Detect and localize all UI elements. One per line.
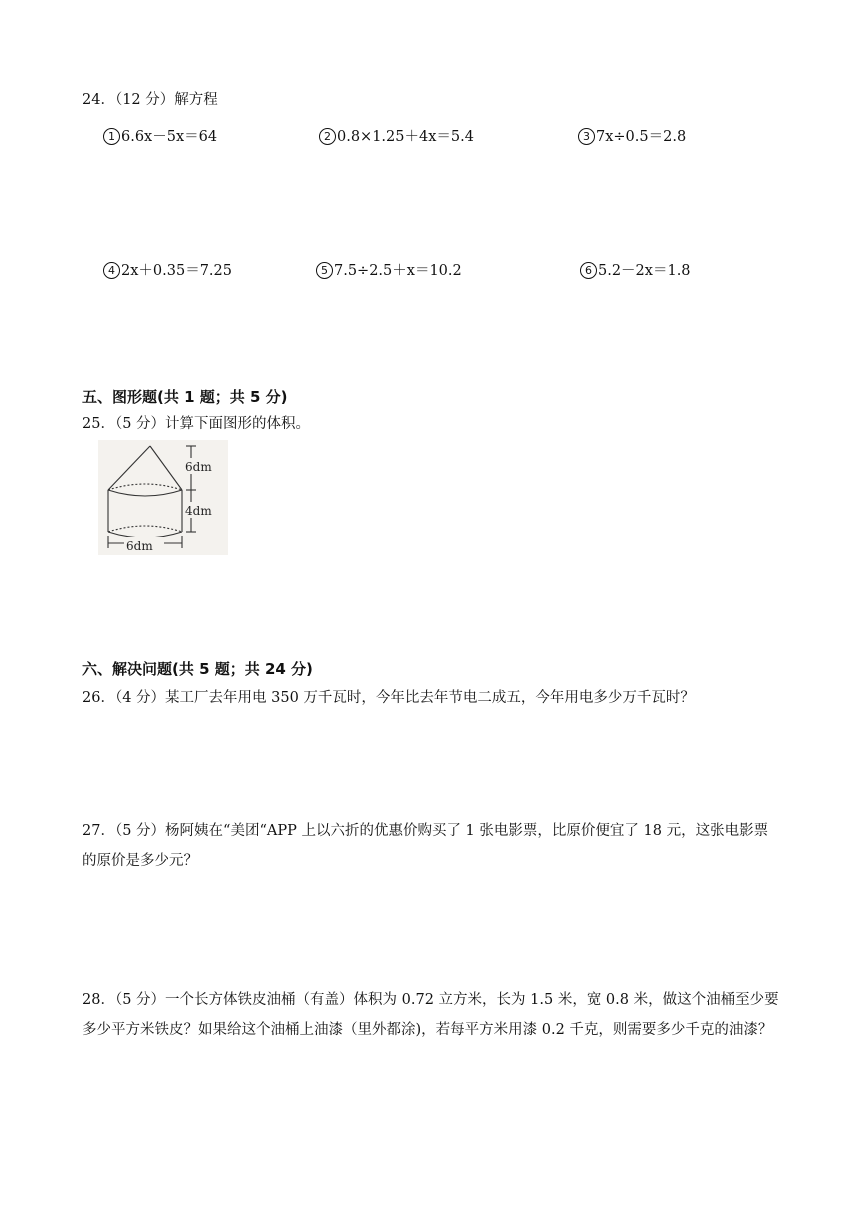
equation-number: 3 [578,128,595,145]
q26-text: 26．（4 分）某工厂去年用电 350 万千瓦时，今年比去年节电二成五，今年用电多少万千瓦时？ [82,690,695,706]
equation-number: 4 [103,262,120,279]
equation-6 [580,259,691,280]
equation-text: 7.5÷2.5＋x＝10.2 [334,263,462,279]
equation-number: 5 [316,262,333,279]
cylinder-height-label: 4dm [185,504,212,518]
equation-1 [103,125,217,146]
q28-text: 28．（5 分）一个长方体铁皮油桶（有盖）体积为 0.72 立方米，长为 1.5 米，宽 0.8 米，做这个油桶至少要多少平方米铁皮？如果给这个油桶上油漆（里外都涂)，若每平方米用漆 0.2 千克，则需要多少千克的油漆？ [82,992,779,1038]
equation-text: 0.8×1.25＋4x＝5.4 [337,129,474,145]
diameter-label: 6dm [126,539,153,553]
equation-4 [103,259,232,280]
cone-height-label: 6dm [185,460,212,474]
q25-title: 25．（5 分）计算下面图形的体积。 [82,416,311,432]
cone-cylinder-figure [98,440,228,555]
q27-text: 27．（5 分）杨阿姨在“美团“APP 上以六折的优惠价购买了 1 张电影票，比原价便宜了 18 元，这张电影票的原价是多少元？ [82,823,769,869]
equation-text: 5.2－2x＝1.8 [598,263,691,279]
equation-text: 6.6x－5x＝64 [121,129,218,145]
equation-number: 2 [319,128,336,145]
q24-title: 24．（12 分）解方程 [82,92,218,108]
section-5-heading: 五、图形题(共 1 题；共 5 分) [82,388,288,406]
equation-3 [578,125,686,146]
equation-number: 1 [103,128,120,145]
equation-text: 7x÷0.5＝2.8 [596,129,687,145]
equation-number: 6 [580,262,597,279]
equation-text: 2x＋0.35＝7.25 [121,263,232,279]
equation-5 [316,259,462,280]
equation-2 [319,125,474,146]
section-6-heading: 六、解决问题(共 5 题；共 24 分) [82,660,313,678]
